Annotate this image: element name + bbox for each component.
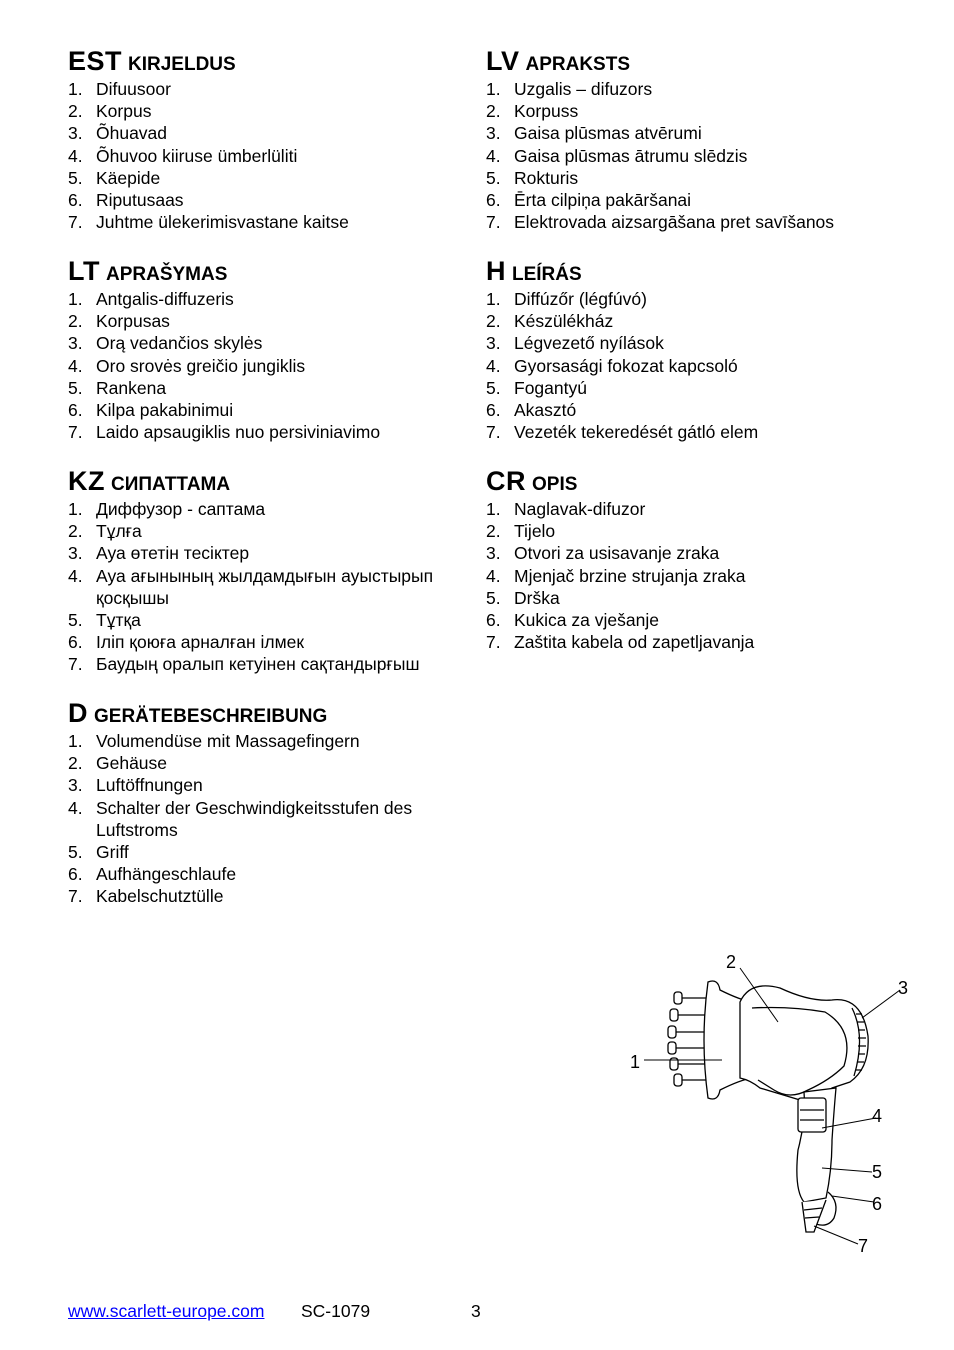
callout-6: 6: [872, 1194, 883, 1214]
section-heading: [68, 698, 488, 728]
list-item: 1. Uzgalis – difuzors: [486, 79, 653, 99]
parts-list: [68, 730, 488, 908]
section-title: APRAŠYMAS: [105, 264, 228, 285]
section-title: OPIS: [532, 474, 578, 495]
list-item: 1. Difuusoor: [68, 79, 171, 99]
list-item: 6. Riputusaas: [68, 190, 184, 211]
lang-code: LT: [68, 256, 100, 286]
hair-dryer-diagram: [600, 940, 930, 1260]
callout-5: 5: [872, 1162, 883, 1182]
speed-switch: [798, 1098, 826, 1132]
callout-2: 2: [726, 952, 737, 972]
list-item: 4. Ауа ағынының жылдамдығын ауыстырып қосқышы: [68, 565, 434, 608]
hair-dryer-drawing: [668, 981, 868, 1232]
list-item: 6. Іліп қоюға арналған ілмек: [68, 632, 305, 653]
section-heading: [68, 256, 488, 286]
section-lt: [68, 256, 488, 443]
section-title: LEÍRÁS: [512, 264, 582, 285]
section-title: GERÄTEBESCHREIBUNG: [94, 706, 328, 727]
page-number: 3: [471, 1301, 481, 1321]
section-title: KIRJELDUS: [128, 54, 236, 75]
section-heading: [486, 256, 906, 286]
cord-protector: [802, 1200, 826, 1232]
list-item: 5. Rokturis: [486, 167, 579, 188]
list-item: 4. Mjenjač brzine strujanja zraka: [486, 565, 746, 586]
callout-7: 7: [858, 1236, 869, 1256]
section-heading: [486, 46, 906, 76]
list-item: 2. Készülékház: [486, 311, 614, 332]
section-heading: [68, 46, 488, 76]
list-item: 6. Akasztó: [486, 400, 577, 421]
section-lv: [486, 46, 906, 233]
website-link[interactable]: www.scarlett-europe.com: [68, 1301, 265, 1321]
list-item: 1. Naglavak-difuzor: [486, 499, 646, 519]
model-number: SC-1079: [301, 1301, 371, 1321]
list-item: 2. Tijelo: [486, 521, 556, 542]
list-item: 7. Juhtme ülekerimisvastane kaitse: [68, 212, 349, 233]
list-item: 4. Gaisa plūsmas ātrumu slēdzis: [486, 145, 748, 166]
list-item: 1. Diffúzőr (légfúvó): [486, 289, 647, 309]
parts-list: [68, 78, 488, 233]
lang-code: H: [486, 256, 506, 286]
list-item: 4. Oro srovės greičio jungiklis: [68, 355, 306, 376]
list-item: 4. Õhuvoo kiiruse ümberlüliti: [68, 145, 298, 166]
list-item: 6. Kukica za vješanje: [486, 610, 659, 631]
list-item: 7. Баудың оралып кетуінен сақтандырғыш: [68, 654, 420, 675]
list-item: 7. Elektrovada aizsargāšana pret savīšanos: [486, 212, 835, 233]
section-title: APRAKSTS: [525, 54, 631, 75]
list-item: 7. Laido apsaugiklis nuo persiviniavimo: [68, 422, 381, 443]
callout-4: 4: [872, 1106, 883, 1126]
parts-list: [68, 288, 488, 443]
lang-code: D: [68, 698, 88, 728]
list-item: 7. Kabelschutztülle: [68, 886, 224, 907]
section-kz: [68, 466, 488, 676]
list-item: 2. Gehäuse: [68, 753, 168, 774]
list-item: 1. Antgalis-diffuzeris: [68, 289, 234, 309]
section-d: [68, 698, 488, 908]
list-item: 1. Диффузор - саптама: [68, 499, 266, 519]
lang-code: KZ: [68, 466, 105, 496]
list-item: 3. Õhuavad: [68, 123, 168, 144]
lang-code: EST: [68, 46, 123, 76]
list-item: 2. Korpus: [68, 101, 152, 122]
list-item: 5. Griff: [68, 842, 129, 863]
list-item: 5. Fogantyú: [486, 377, 587, 398]
list-item: 3. Luftöffnungen: [68, 775, 203, 796]
list-item: 7. Vezeték tekeredését gátló elem: [486, 422, 759, 443]
list-item: 6. Aufhängeschlaufe: [68, 864, 237, 885]
dryer-body: [740, 986, 868, 1106]
section-est: [68, 46, 488, 233]
section-h: [486, 256, 906, 443]
list-item: 2. Korpusas: [68, 311, 170, 332]
list-item: 3. Otvori za usisavanje zraka: [486, 543, 720, 564]
section-title: СИПАТТАМА: [111, 474, 231, 495]
lang-code: LV: [486, 46, 520, 76]
list-item: 6. Kilpa pakabinimui: [68, 400, 234, 421]
section-heading: [68, 466, 488, 496]
parts-list: [486, 498, 906, 653]
parts-list: [68, 498, 488, 676]
list-item: 1. Volumendüse mit Massagefingern: [68, 731, 360, 751]
list-item: 3. Légvezető nyílások: [486, 333, 664, 354]
list-item: 2. Тұлға: [68, 521, 142, 542]
list-item: 5. Käepide: [68, 167, 161, 188]
lang-code: CR: [486, 466, 526, 496]
section-cr: [486, 466, 906, 653]
list-item: 3. Gaisa plūsmas atvērumi: [486, 123, 702, 144]
parts-list: [486, 288, 906, 443]
list-item: 7. Zaštita kabela od zapetljavanja: [486, 632, 755, 653]
callout-3: 3: [898, 978, 909, 998]
list-item: 3. Ауа өтетін тесіктер: [68, 543, 250, 564]
list-item: 3. Orą vedančios skylės: [68, 333, 263, 354]
parts-list: [486, 78, 906, 233]
list-item: 5. Rankena: [68, 377, 167, 398]
footer-link[interactable]: [68, 1300, 264, 1322]
section-heading: [486, 466, 906, 496]
list-item: 4. Schalter der Geschwindigkeitsstufen des Luftstroms: [68, 797, 413, 840]
list-item: 5. Drška: [486, 587, 560, 608]
list-item: 4. Gyorsasági fokozat kapcsoló: [486, 355, 738, 376]
list-item: 2. Korpuss: [486, 101, 579, 122]
callout-1: 1: [630, 1052, 641, 1072]
list-item: 5. Тұтқа: [68, 610, 141, 631]
list-item: 6. Ērta cilpiņa pakāršanai: [486, 190, 692, 211]
